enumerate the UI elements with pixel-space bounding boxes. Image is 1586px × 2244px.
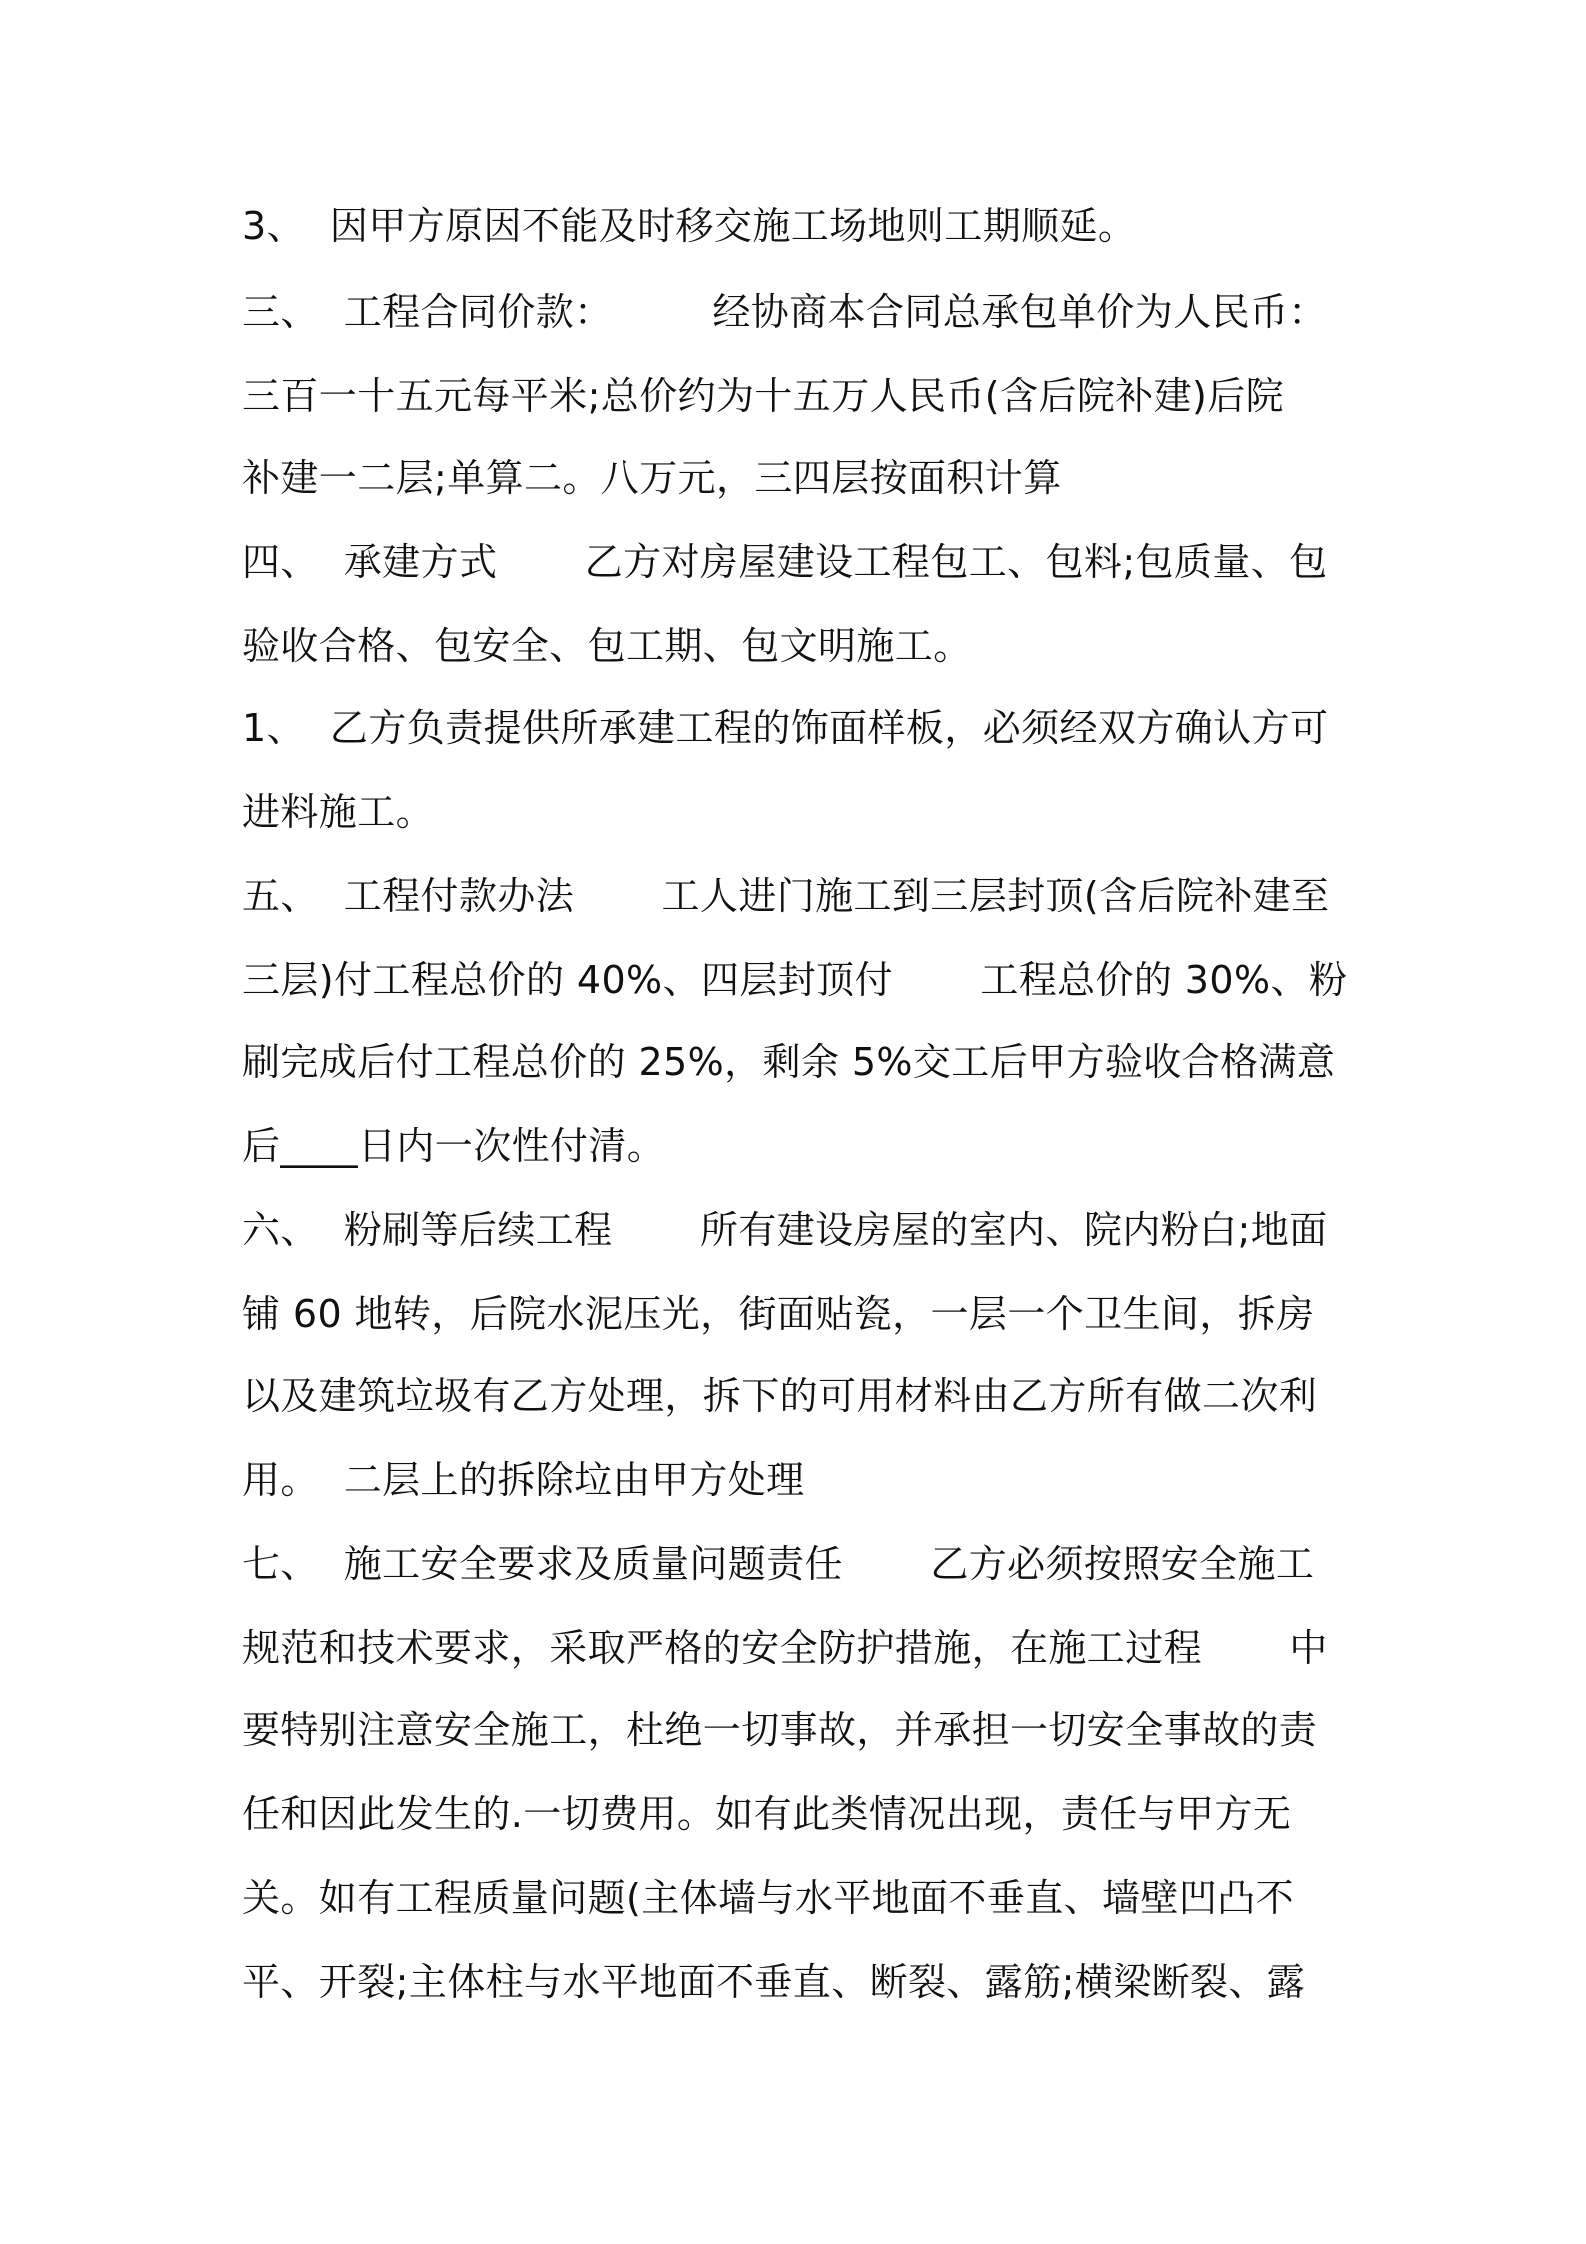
text-line-14: 铺 60 地转，后院水泥压光，街面贴瓷，一层一个卫生间，拆房 <box>242 1292 1315 1336</box>
text-line-4: 补建一二层;单算二。八万元，三四层按面积计算 <box>242 456 1062 500</box>
text-line-15: 以及建筑垃圾有乙方处理，拆下的可用材料由乙方所有做二次利 <box>242 1374 1318 1418</box>
text-line-18: 规范和技术要求，采取严格的安全防护措施，在施工过程 中 <box>242 1626 1328 1670</box>
text-line-8: 进料施工。 <box>242 790 435 834</box>
text-line-17: 七、 施工安全要求及质量问题责任 乙方必须按照安全施工 <box>242 1542 1315 1586</box>
text-line-7: 1、 乙方负责提供所承建工程的饰面样板，必须经双方确认方可 <box>242 706 1329 750</box>
text-line-22: 平、开裂;主体柱与水平地面不垂直、断裂、露筋;横梁断裂、露 <box>242 1960 1306 2004</box>
text-line-20: 任和因此发生的.一切费用。如有此类情况出现，责任与甲方无 <box>242 1792 1292 1836</box>
text-line-9: 五、 工程付款办法 工人进门施工到三层封顶(含后院补建至 <box>242 874 1330 918</box>
text-line-12: 后____日内一次性付清。 <box>242 1124 666 1168</box>
text-line-6: 验收合格、包安全、包工期、包文明施工。 <box>242 624 972 668</box>
text-line-3: 三百一十五元每平米;总价约为十五万人民币(含后院补建)后院 <box>242 374 1285 418</box>
text-line-1: 3、 因甲方原因不能及时移交施工场地则工期顺延。 <box>242 204 1137 248</box>
text-line-19: 要特别注意安全施工，杜绝一切事故，并承担一切安全事故的责 <box>242 1708 1318 1752</box>
text-line-21: 关。如有工程质量问题(主体墙与水平地面不垂直、墙壁凹凸不 <box>242 1876 1295 1920</box>
text-line-11: 刷完成后付工程总价的 25%，剩余 5%交工后甲方验收合格满意 <box>242 1040 1336 1084</box>
text-line-2: 三、 工程合同价款： 经协商本合同总承包单价为人民币： <box>242 290 1327 334</box>
text-line-16: 用。 二层上的拆除垃由甲方处理 <box>242 1458 805 1502</box>
text-line-5: 四、 承建方式 乙方对房屋建设工程包工、包料;包质量、包 <box>242 540 1328 584</box>
text-line-10: 三层)付工程总价的 40%、四层封顶付 工程总价的 30%、粉 <box>242 958 1348 1002</box>
text-line-13: 六、 粉刷等后续工程 所有建设房屋的室内、院内粉白;地面 <box>242 1208 1328 1252</box>
